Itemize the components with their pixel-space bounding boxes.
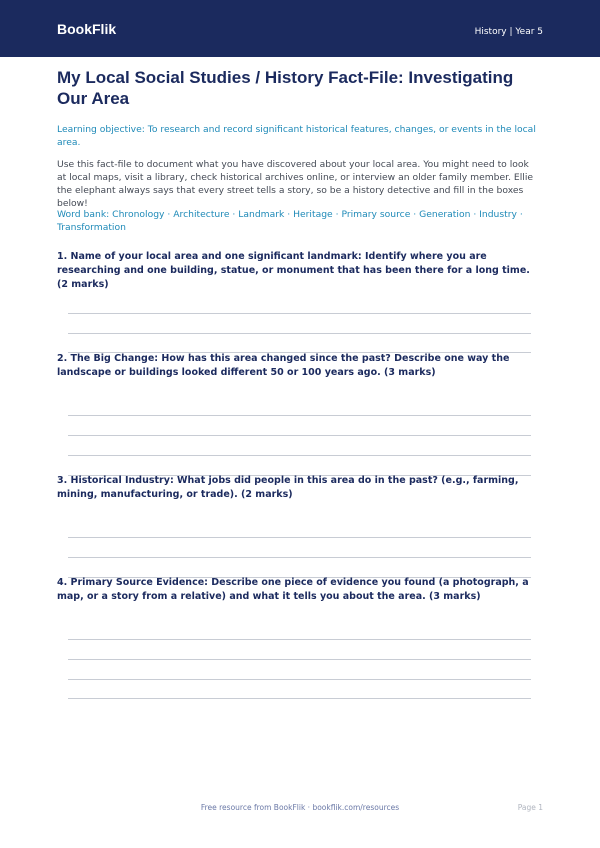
answer-line[interactable]	[68, 698, 531, 699]
subject-year-label: History | Year 5	[474, 27, 543, 37]
intro-text: Use this fact-file to document what you have discovered about your local area. You might need to look at local maps, visit a library, check historical archives online, or interview an older family member. Ellie the elephant always says that every street tells a story, so be a history detective and fill in the boxes below!	[57, 159, 534, 209]
footer-credit[interactable]: Free resource from BookFlik · bookflik.com/resources	[200, 803, 400, 812]
answer-line[interactable]	[68, 639, 531, 640]
learning-objective: Learning objective: To research and record significant historical features, changes, or events in the local area.	[57, 124, 536, 148]
brand-logo[interactable]: BookFlik	[57, 21, 117, 37]
answer-line[interactable]	[68, 435, 531, 436]
question-1: 1. Name of your local area and one significant landmark: Identify where you are researching and one building, statue, or monument that has been there for a long time. (2 marks)	[57, 251, 530, 290]
word-bank: Word bank: Chronology · Architecture · Landmark · Heritage · Primary source · Generation · Industry · Transformation	[57, 209, 523, 233]
page-title: My Local Social Studies / History Fact-File: Investigating Our Area	[57, 68, 514, 108]
question-4: 4. Primary Source Evidence: Describe one piece of evidence you found (a photograph, a map, or a story from a relative) and what it tells you about the area. (3 marks)	[57, 577, 529, 602]
answer-line[interactable]	[68, 537, 531, 538]
header-bar	[0, 0, 600, 57]
page-number: Page 1	[517, 803, 543, 812]
answer-line[interactable]	[68, 679, 531, 680]
answer-line[interactable]	[68, 455, 531, 456]
question-3: 3. Historical Industry: What jobs did people in this area do in the past? (e.g., farming, mining, manufacturing, or trade). (2 marks)	[57, 475, 519, 500]
answer-line[interactable]	[68, 313, 531, 314]
answer-line[interactable]	[68, 557, 531, 558]
answer-line[interactable]	[68, 333, 531, 334]
answer-line[interactable]	[68, 659, 531, 660]
answer-line[interactable]	[68, 415, 531, 416]
question-2: 2. The Big Change: How has this area changed since the past? Describe one way the landscape or buildings looked different 50 or 100 years ago. (3 marks)	[57, 353, 510, 378]
